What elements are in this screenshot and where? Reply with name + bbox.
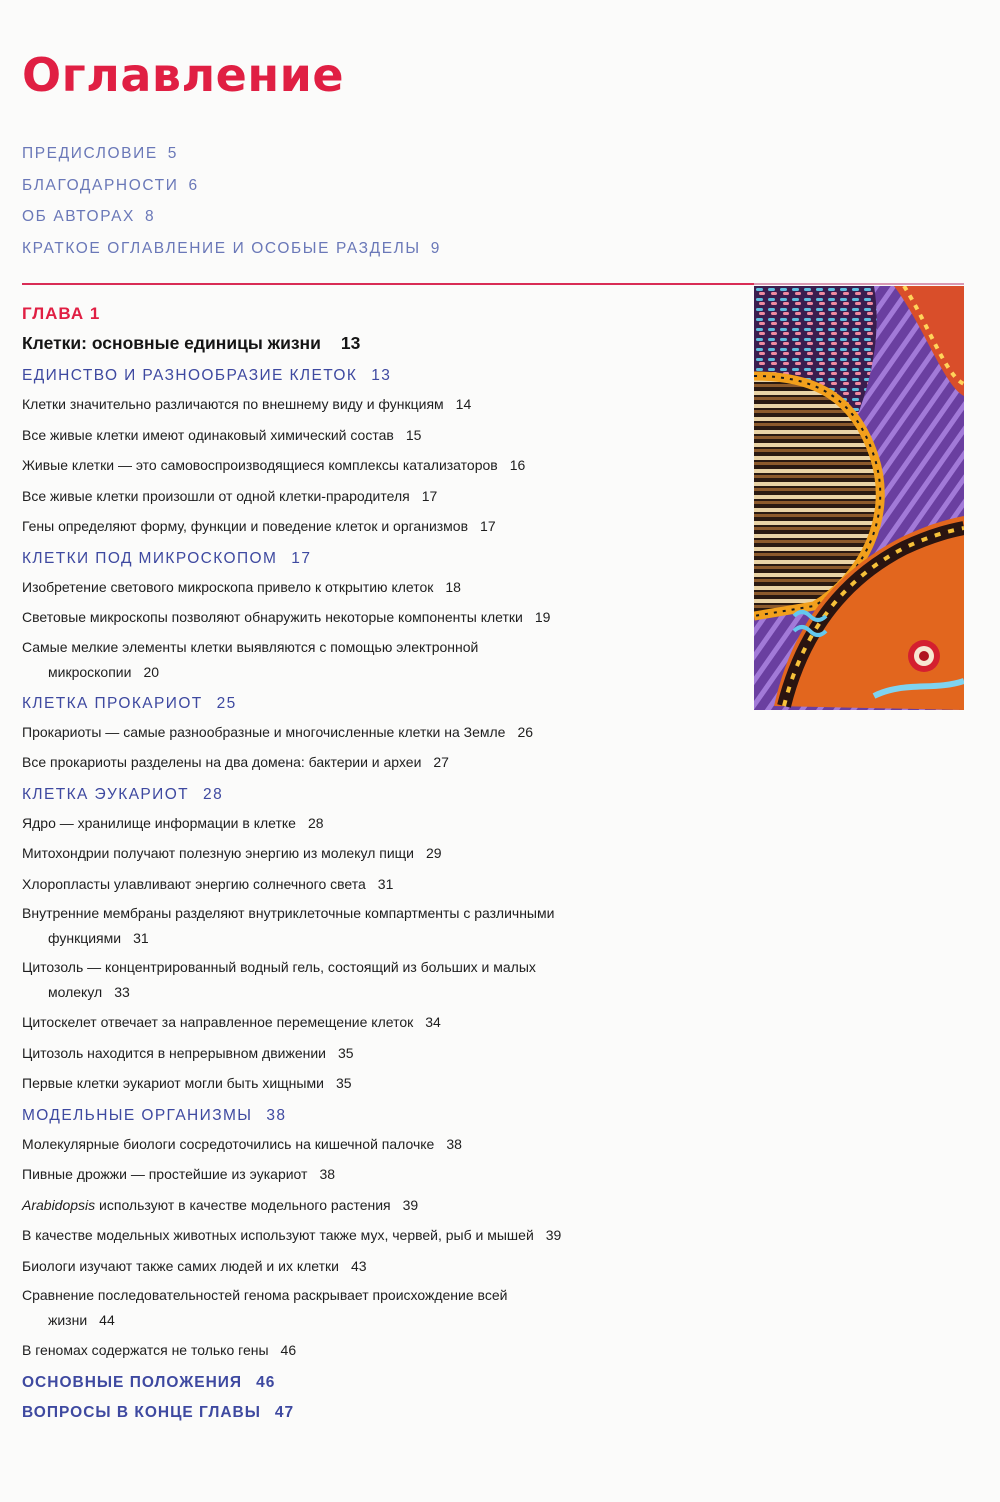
toc-entry[interactable] [22,810,722,841]
page-number: 28 [307,814,324,831]
toc-entry[interactable] [22,749,722,780]
front-matter-item[interactable] [22,237,622,269]
page-number: 15 [405,426,422,443]
section-heading[interactable] [22,363,722,391]
page-number: 33 [114,984,130,1000]
entry-text-italic: Arabidopsis [22,1196,96,1213]
entry-text: Гены определяют форму, функции и поведение клеток и организмов [22,518,469,534]
toc-entry[interactable] [22,452,722,483]
page-number: 20 [143,663,160,680]
section-heading[interactable] [22,1103,722,1131]
page-number: 46 [280,1342,297,1358]
section-heading[interactable] [22,782,722,810]
toc-section [22,691,722,780]
page-number: 5 [167,145,179,162]
chapter-title-text: Клетки: основные единицы жизни [22,333,321,353]
page-number: 26 [517,723,534,740]
entry-text-continued: молекул [48,984,103,1000]
section-heading-text: МОДЕЛЬНЫЕ ОРГАНИЗМЫ [22,1106,253,1124]
toc-entry[interactable] [22,513,722,544]
page-number: 38 [446,1135,462,1152]
entry-text: В качестве модельных животных используют также мух, червей, рыб и мышей [22,1227,534,1243]
page-title: Оглавление [22,48,345,102]
page-number: 38 [266,1106,287,1124]
toc-entry[interactable] [22,604,722,635]
page-number: 17 [480,518,496,534]
page-number: 28 [203,785,224,803]
entry-text: Самые мелкие элементы клетки выявляются с помощью электронной [22,638,479,655]
toc-section [22,546,722,689]
section-heading-questions[interactable] [22,1400,722,1428]
front-matter-item[interactable] [22,205,622,237]
entry-text: Цитозоль — концентрированный водный гель, состоящий из больших и малых [22,959,536,975]
entry-text: Пивные дрожжи — простейшие из эукариот [22,1166,308,1182]
section-heading-summary[interactable] [22,1370,722,1398]
divider-rule [22,283,754,285]
page-number: 13 [371,367,392,384]
page-number: 9 [430,239,441,257]
page-number: 43 [350,1257,367,1274]
toc-entry[interactable] [22,635,722,689]
entry-text: Прокариоты — самые разнообразные и многочисленные клетки на Земле [22,723,506,740]
page-number: 35 [335,1075,352,1091]
toc-entry[interactable] [22,955,722,1009]
entry-text: Цитозоль находится в непрерывном движении [22,1044,326,1061]
entry-text: Биологи изучают также самих людей и их клетки [22,1257,339,1274]
toc-entry[interactable] [22,391,722,422]
toc-section [22,363,722,544]
toc-entry[interactable] [22,719,722,750]
front-matter-list [22,142,622,268]
entry-text: Световые микроскопы позволяют обнаружить некоторые компоненты клетки [22,609,523,625]
page-number: 31 [133,930,149,946]
page-number: 38 [319,1166,336,1182]
divider-rule-extension [754,283,964,285]
toc-entry[interactable] [22,871,722,902]
toc-entry[interactable] [22,1131,722,1162]
entry-text-continued: микроскопии [48,663,132,680]
toc-entry[interactable] [22,1009,722,1040]
section-heading[interactable] [22,546,722,574]
entry-text: используют в качестве модельного растения [95,1196,391,1213]
front-matter-item[interactable] [22,174,622,206]
entry-text: Хлоропласты улавливают энергию солнечного света [22,875,366,892]
front-matter-label: ОБ АВТОРАХ [22,208,135,225]
chapter-title[interactable] [22,330,722,361]
toc-entry[interactable] [22,901,722,955]
page-number: 39 [402,1196,419,1213]
page-number: 19 [534,609,551,625]
entry-text: Первые клетки эукариот могли быть хищными [22,1075,324,1091]
page-number: 13 [340,333,361,353]
entry-text: Изобретение светового микроскопа привело к открытию клеток [22,578,434,595]
page-number: 18 [445,578,461,595]
toc-entry[interactable] [22,574,722,605]
entry-text: Цитоскелет отвечает за направленное перемещение клеток [22,1014,414,1030]
toc-section [22,782,722,1101]
entry-text: Все живые клетки произошли от одной клетки-прародителя [22,487,410,504]
toc-entry[interactable] [22,1192,722,1223]
page-number: 46 [256,1373,276,1391]
page-number: 14 [455,396,472,412]
page-number: 16 [509,457,526,473]
section-heading-text: ВОПРОСЫ В КОНЦЕ ГЛАВЫ [22,1403,261,1421]
page-number: 6 [188,176,199,194]
cell-artwork-image [754,286,964,710]
page-number: 44 [99,1312,115,1328]
toc-entry[interactable] [22,422,722,453]
front-matter-label: КРАТКОЕ ОГЛАВЛЕНИЕ И ОСОБЫЕ РАЗДЕЛЫ [22,239,421,257]
toc-entry[interactable] [22,1253,722,1284]
page-number: 25 [216,694,237,712]
section-heading-text: КЛЕТКИ ПОД МИКРОСКОПОМ [22,549,278,567]
toc-entry[interactable] [22,483,722,514]
chapter-block [22,300,722,1428]
entry-text: В геномах содержатся не только гены [22,1342,269,1358]
toc-entry[interactable] [22,840,722,871]
page-number: 17 [291,549,312,567]
toc-section [22,1103,722,1368]
entry-text: Внутренние мембраны разделяют внутриклеточные компартменты с различными [22,905,555,921]
entry-text: Все прокариоты разделены на два домена: бактерии и археи [22,754,422,770]
entry-text: Молекулярные биологи сосредоточились на кишечной палочке [22,1135,435,1152]
toc-entry[interactable] [22,1222,722,1253]
toc-entry[interactable] [22,1161,722,1192]
entry-text: Митохондрии получают полезную энергию из молекул пищи [22,845,414,861]
page-number: 29 [426,845,442,861]
page-number: 47 [274,1403,295,1421]
page-number: 39 [545,1227,562,1243]
front-matter-item[interactable] [22,142,622,174]
page-number: 35 [337,1044,354,1061]
entry-text: Живые клетки — это самовоспроизводящиеся комплексы катализаторов [22,457,498,473]
section-heading-text: КЛЕТКА ЭУКАРИОТ [22,785,190,803]
toc-entry[interactable] [22,1070,722,1101]
entry-text: Сравнение последовательностей генома раскрывает происхождение всей [22,1287,508,1303]
section-heading-text: ЕДИНСТВО И РАЗНООБРАЗИЕ КЛЕТОК [22,367,358,384]
entry-text-continued: функциями [48,930,122,946]
entry-text-continued: жизни [48,1312,88,1328]
page-number: 27 [433,754,449,770]
page-number: 34 [425,1014,441,1030]
section-heading-text: КЛЕТКА ПРОКАРИОТ [22,694,203,712]
page-number: 8 [144,208,156,225]
front-matter-label: БЛАГОДАРНОСТИ [22,176,179,194]
chapter-label: ГЛАВА 1 [22,304,101,323]
entry-text: Все живые клетки имеют одинаковый химический состав [22,426,394,443]
toc-entry[interactable] [22,1337,722,1368]
entry-text: Ядро — хранилище информации в клетке [22,814,296,831]
section-heading[interactable] [22,691,722,719]
page-number: 17 [421,487,438,504]
page-number: 31 [377,875,394,892]
entry-text: Клетки значительно различаются по внешнему виду и функциям [22,396,444,412]
section-heading-text: ОСНОВНЫЕ ПОЛОЖЕНИЯ [22,1373,243,1391]
front-matter-label: ПРЕДИСЛОВИЕ [22,145,158,162]
toc-entry[interactable] [22,1040,722,1071]
toc-entry[interactable] [22,1283,722,1337]
